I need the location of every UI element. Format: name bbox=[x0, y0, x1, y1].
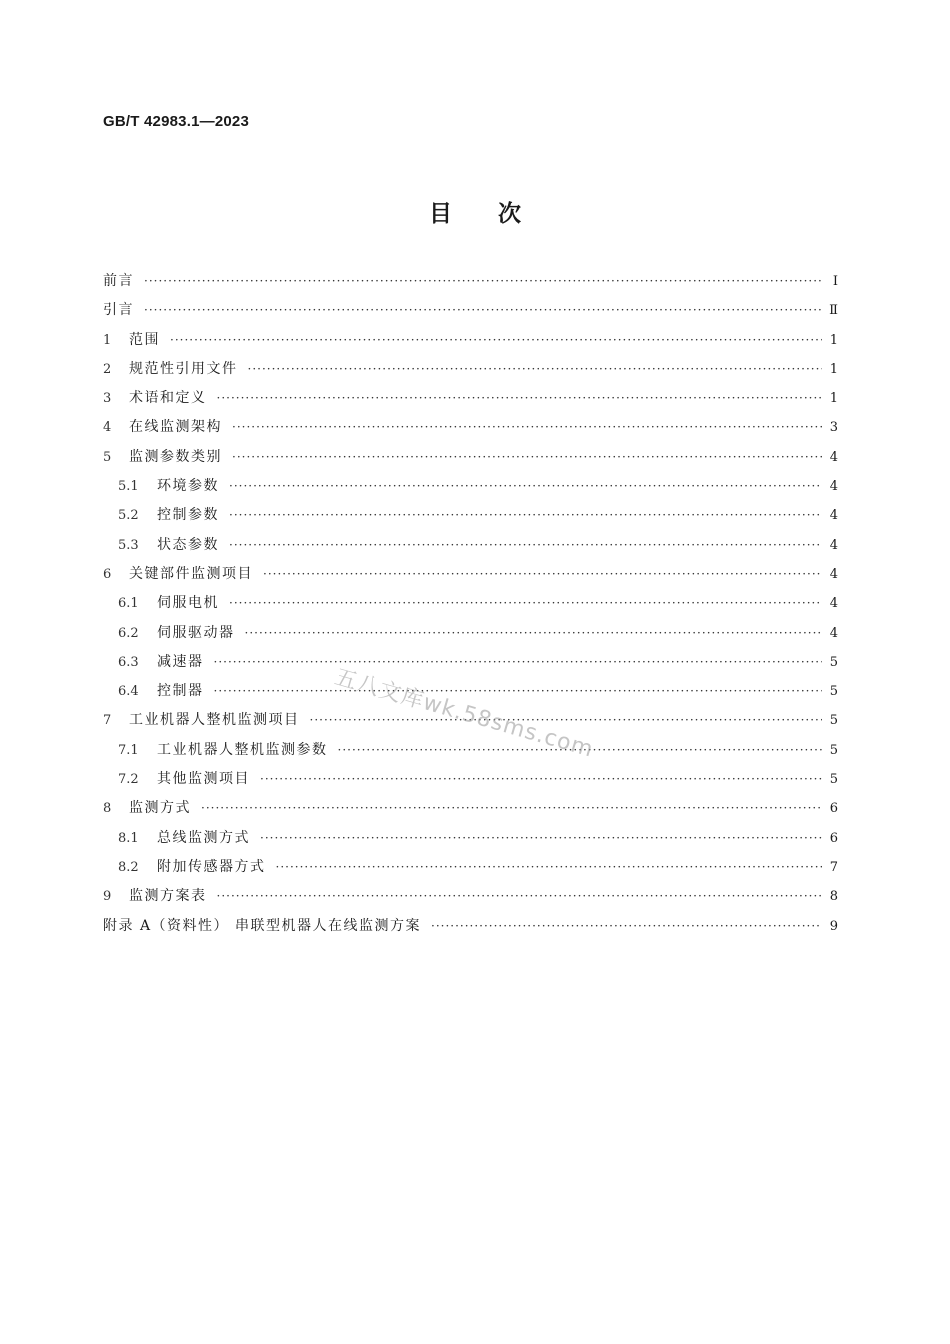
toc-entry-page: 5 bbox=[829, 742, 838, 758]
toc-entry-number: 8.2 bbox=[118, 859, 139, 875]
toc-leader-dots bbox=[248, 362, 823, 376]
toc-entry-page: 5 bbox=[829, 654, 838, 670]
toc-entry-number: 3 bbox=[103, 391, 112, 407]
toc-leader-dots bbox=[229, 508, 822, 522]
toc-entry[interactable] bbox=[103, 563, 838, 592]
toc-entry-label: 监测方案表 bbox=[129, 888, 207, 905]
toc-entry-page: 3 bbox=[829, 420, 838, 436]
toc-entry[interactable] bbox=[103, 622, 838, 651]
table-of-contents bbox=[103, 270, 838, 944]
toc-entry-number: 5.1 bbox=[118, 479, 139, 495]
watermark: 五八文库wk.58sms.com bbox=[331, 664, 597, 763]
toc-entry-number: 7 bbox=[103, 713, 112, 729]
toc-leader-dots bbox=[232, 420, 822, 434]
toc-entry-label: 引言 bbox=[103, 302, 134, 319]
toc-leader-dots bbox=[229, 479, 822, 493]
toc-entry-page: 4 bbox=[829, 537, 838, 553]
toc-entry-page: 6 bbox=[829, 830, 838, 846]
toc-entry-label: 范围 bbox=[129, 331, 160, 348]
toc-leader-dots bbox=[170, 333, 822, 347]
toc-entry-label: 减速器 bbox=[157, 653, 204, 670]
toc-entry-label: 环境参数 bbox=[157, 478, 219, 495]
toc-entry-page: 4 bbox=[829, 625, 838, 641]
toc-leader-dots bbox=[245, 626, 823, 640]
standard-number: GB/T 42983.1—2023 bbox=[103, 113, 249, 130]
toc-entry-page: 4 bbox=[829, 449, 838, 465]
toc-entry-label: 附加传感器方式 bbox=[157, 858, 266, 875]
toc-entry[interactable] bbox=[103, 797, 838, 826]
toc-entry-page: 5 bbox=[829, 772, 838, 788]
toc-leader-dots bbox=[263, 567, 822, 581]
toc-entry-page: 5 bbox=[829, 684, 838, 700]
toc-entry[interactable] bbox=[103, 475, 838, 504]
toc-entry-label: 监测方式 bbox=[129, 800, 191, 817]
toc-entry-page: 1 bbox=[829, 361, 838, 377]
toc-leader-dots bbox=[144, 274, 822, 288]
toc-entry-page: 1 bbox=[829, 332, 838, 348]
toc-entry[interactable] bbox=[103, 768, 838, 797]
toc-entry[interactable] bbox=[103, 446, 838, 475]
toc-entry[interactable] bbox=[103, 651, 838, 680]
toc-leader-dots bbox=[431, 919, 822, 933]
toc-entry-page: 4 bbox=[829, 508, 838, 524]
toc-leader-dots bbox=[229, 538, 822, 552]
toc-entry-page: Ⅰ bbox=[832, 274, 838, 289]
toc-entry[interactable] bbox=[103, 885, 838, 914]
toc-entry-number: 7.2 bbox=[118, 772, 139, 788]
toc-entry-number: 7.1 bbox=[118, 742, 139, 758]
toc-entry-number: 9 bbox=[103, 889, 112, 905]
toc-entry-number: 6.1 bbox=[118, 596, 139, 612]
toc-leader-dots bbox=[217, 391, 823, 405]
toc-entry-label: 规范性引用文件 bbox=[129, 360, 238, 377]
toc-entry-number: 5.2 bbox=[118, 508, 139, 524]
toc-entry-number: 8.1 bbox=[118, 830, 139, 846]
toc-entry-label: 在线监测架构 bbox=[129, 419, 222, 436]
toc-entry-label: 伺服驱动器 bbox=[157, 624, 235, 641]
toc-entry-page: 6 bbox=[829, 801, 838, 817]
toc-leader-dots bbox=[229, 596, 822, 610]
toc-entry[interactable] bbox=[103, 592, 838, 621]
toc-entry-number: 8 bbox=[103, 801, 112, 817]
toc-entry-label: 总线监测方式 bbox=[157, 829, 250, 846]
toc-entry-page: 7 bbox=[829, 859, 838, 875]
toc-entry-label: 状态参数 bbox=[157, 536, 219, 553]
toc-entry-number: 5 bbox=[103, 449, 112, 465]
toc-entry-label: 监测参数类别 bbox=[129, 448, 222, 465]
toc-entry-page: 9 bbox=[829, 918, 838, 934]
toc-entry[interactable] bbox=[103, 387, 838, 416]
toc-entry[interactable] bbox=[103, 856, 838, 885]
toc-entry[interactable] bbox=[103, 739, 838, 768]
toc-entry-number: 4 bbox=[103, 420, 112, 436]
toc-entry-label: 伺服电机 bbox=[157, 595, 219, 612]
toc-leader-dots bbox=[214, 655, 823, 669]
toc-entry-label: 工业机器人整机监测项目 bbox=[129, 712, 300, 729]
toc-entry-label: 其他监测项目 bbox=[157, 771, 250, 788]
toc-entry-number: 6.2 bbox=[118, 625, 139, 641]
toc-entry-page: 1 bbox=[829, 391, 838, 407]
toc-entry[interactable] bbox=[103, 915, 838, 944]
toc-entry-page: 8 bbox=[829, 889, 838, 905]
toc-entry-number: 1 bbox=[103, 332, 112, 348]
toc-entry-page: 5 bbox=[829, 713, 838, 729]
toc-entry-number: 5.3 bbox=[118, 537, 139, 553]
toc-entry-page: 4 bbox=[829, 479, 838, 495]
toc-leader-dots bbox=[144, 303, 822, 317]
toc-leader-dots bbox=[217, 889, 823, 903]
toc-entry[interactable] bbox=[103, 329, 838, 358]
toc-leader-dots bbox=[260, 772, 822, 786]
toc-entry-label: 控制器 bbox=[157, 683, 204, 700]
toc-entry[interactable] bbox=[103, 299, 838, 328]
toc-entry-number: 6.4 bbox=[118, 684, 139, 700]
toc-entry-number: 6.3 bbox=[118, 654, 139, 670]
toc-leader-dots bbox=[260, 831, 822, 845]
toc-leader-dots bbox=[214, 684, 823, 698]
page-title: 目次 bbox=[429, 201, 567, 227]
toc-entry-label: 控制参数 bbox=[157, 507, 219, 524]
toc-entry[interactable] bbox=[103, 504, 838, 533]
toc-leader-dots bbox=[276, 860, 823, 874]
toc-entry-page: 4 bbox=[829, 596, 838, 612]
toc-entry-label: 工业机器人整机监测参数 bbox=[157, 741, 328, 758]
toc-entry-label: 关键部件监测项目 bbox=[129, 565, 253, 582]
toc-entry-number: 6 bbox=[103, 566, 112, 582]
toc-entry[interactable] bbox=[103, 534, 838, 563]
toc-entry[interactable] bbox=[103, 358, 838, 387]
toc-entry-label: 前言 bbox=[103, 273, 134, 289]
toc-entry[interactable] bbox=[103, 827, 838, 856]
toc-entry[interactable] bbox=[103, 270, 838, 299]
toc-entry-page: Ⅱ bbox=[829, 303, 838, 319]
toc-leader-dots bbox=[232, 450, 822, 464]
toc-entry-page: 4 bbox=[829, 566, 838, 582]
toc-entry-number: 2 bbox=[103, 361, 112, 377]
toc-leader-dots bbox=[201, 801, 822, 815]
toc-entry-label: 术语和定义 bbox=[129, 390, 207, 407]
toc-entry-label: 附录 A（资料性） 串联型机器人在线监测方案 bbox=[103, 917, 422, 934]
toc-entry[interactable] bbox=[103, 416, 838, 445]
